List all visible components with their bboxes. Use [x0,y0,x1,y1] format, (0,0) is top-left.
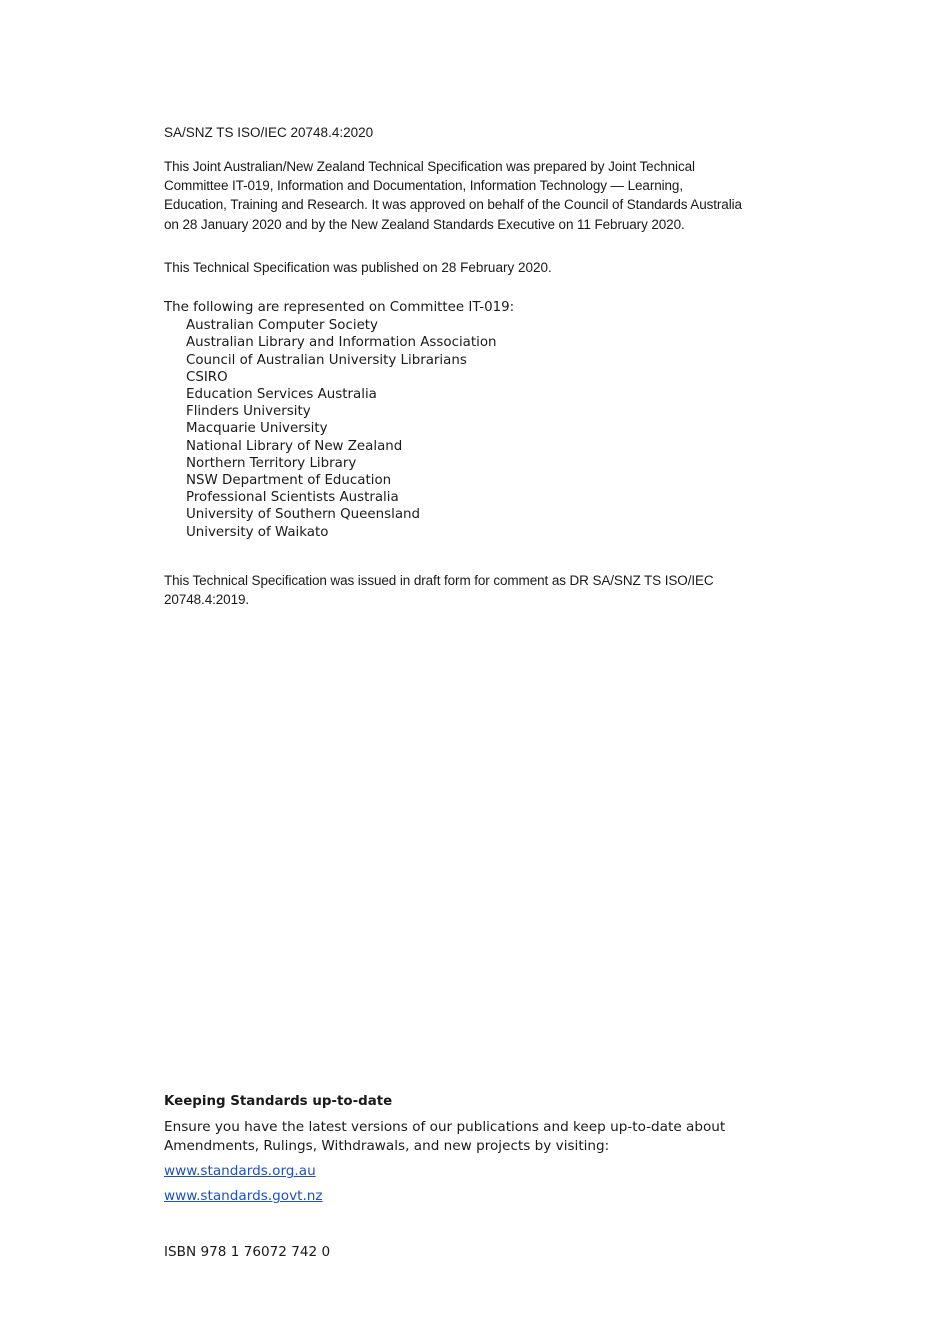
isbn-number: ISBN 978 1 76072 742 0 [164,1244,331,1260]
standards-au-link[interactable]: www.standards.org.au [164,1163,316,1180]
committee-intro: The following are represented on Committee IT-019: [164,300,515,315]
committee-member: Education Services Australia [186,387,377,403]
committee-member: University of Southern Queensland [186,507,421,523]
keeping-standards-heading: Keeping Standards up-to-date [164,1094,393,1109]
committee-section [164,299,744,541]
committee-member: Council of Australian University Librarians [186,352,467,368]
committee-member: CSIRO [186,369,228,385]
committee-member: NSW Department of Education [186,473,392,489]
standards-nz-link[interactable]: www.standards.govt.nz [164,1188,323,1205]
document-designation: SA/SNZ TS ISO/IEC 20748.4:2020 [164,125,374,140]
keeping-standards-body: Ensure you have the latest versions of our publications and keep up-to-date about Amendments, Rulings, Withdrawals, and new projects by visiting: [164,1119,726,1155]
committee-member: Macquarie University [186,421,328,437]
committee-member: Northern Territory Library [186,455,357,471]
committee-member: Australian Library and Information Association [186,335,497,351]
published-statement: This Technical Specification was published on 28 February 2020. [164,260,552,275]
committee-member: National Library of New Zealand [186,438,403,454]
committee-member: Australian Computer Society [186,318,378,334]
committee-member: Professional Scientists Australia [186,490,399,506]
draft-statement: This Technical Specification was issued in draft form for comment as DR SA/SNZ TS ISO/IEC 20748.4:2019. [164,573,714,608]
preparation-paragraph: This Joint Australian/New Zealand Technical Specification was prepared by Joint Technical Committee IT-019, Information and Documentation, Information Technology — Learning, Education, Training and Research. It was approved on behalf of the Council of Standards Australia on 28 January 2020 and by the New Zealand Standards Executive on 11 February 2020. [164,159,742,232]
keeping-standards-section [164,1093,744,1212]
committee-member: Flinders University [186,404,311,420]
committee-member: University of Waikato [186,524,329,540]
committee-member-list [164,317,744,541]
